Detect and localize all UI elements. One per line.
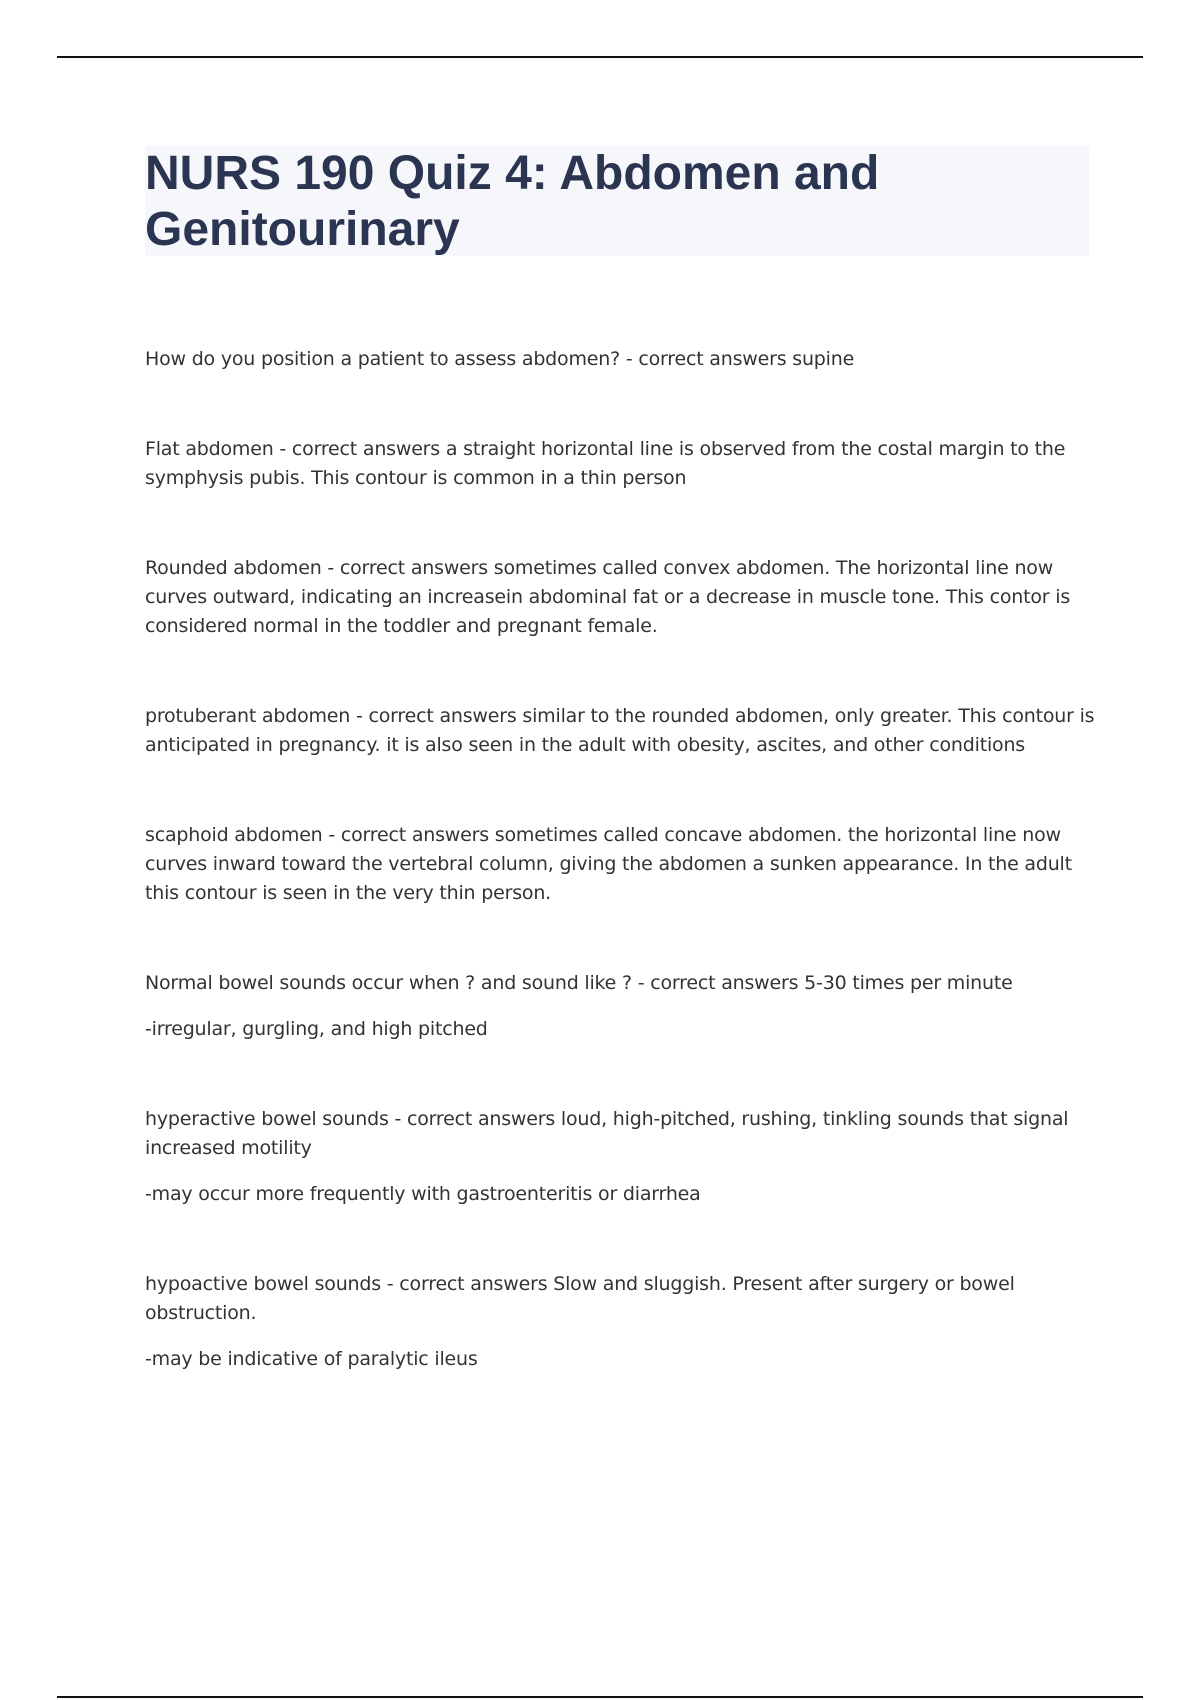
qa-entry-normal-bowel-sounds-detail: -irregular, gurgling, and high pitched [145,1018,488,1040]
qa-entry-flat-abdomen: Flat abdomen - correct answers a straight horizontal line is observed from the costal margin to the symphysis pubis. This contour is common in a thin person [145,438,1066,489]
qa-entry-rounded-abdomen: Rounded abdomen - correct answers sometimes called convex abdomen. The horizontal line now curves outward, indicating an increasein abdominal fat or a decrease in muscle tone. This contor is considered normal in the toddler and pregnant female. [145,557,1071,637]
qa-entry-normal-bowel-sounds: Normal bowel sounds occur when ? and sound like ? - correct answers 5-30 times per minute [145,972,1013,994]
qa-list [145,345,1095,1374]
qa-entry-scaphoid-abdomen: scaphoid abdomen - correct answers sometimes called concave abdomen. the horizontal line now curves inward toward the vertebral column, giving the abdomen a sunken appearance. In the adult this contour is seen in the very thin person. [145,824,1072,904]
qa-entry-hyperactive-bowel-sounds: hyperactive bowel sounds - correct answers loud, high-pitched, rushing, tinkling sounds that signal increased motility [145,1108,1069,1159]
qa-entry-position: How do you position a patient to assess abdomen? - correct answers supine [145,348,855,370]
bottom-rule [57,1696,1143,1698]
qa-entry-hyperactive-bowel-sounds-detail: -may occur more frequently with gastroenteritis or diarrhea [145,1183,701,1205]
top-rule [57,56,1143,58]
qa-entry-hypoactive-bowel-sounds-detail: -may be indicative of paralytic ileus [145,1348,478,1370]
qa-entry-hypoactive-bowel-sounds: hypoactive bowel sounds - correct answers Slow and sluggish. Present after surgery or bowel obstruction. [145,1273,1015,1324]
document-title: NURS 190 Quiz 4: Abdomen and Genitourinary [145,147,880,256]
qa-entry-protuberant-abdomen: protuberant abdomen - correct answers similar to the rounded abdomen, only greater. This contour is anticipated in pregnancy. it is also seen in the adult with obesity, ascites, and other conditions [145,705,1095,756]
